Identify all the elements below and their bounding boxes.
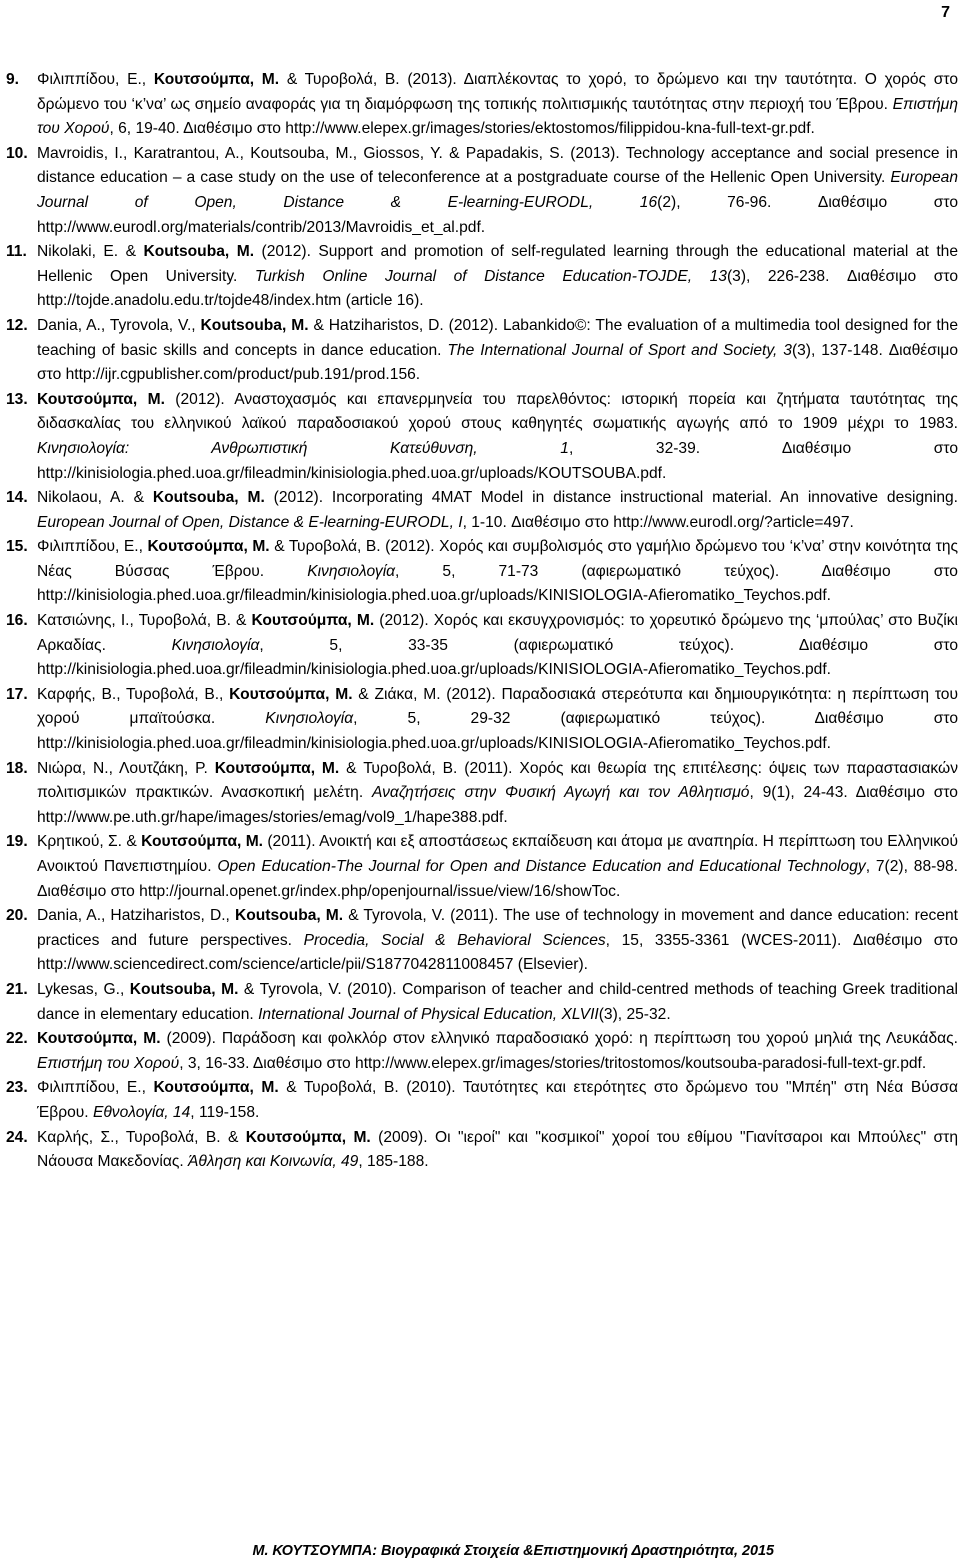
journal-title: Κινησιολογία: Ανθρωπιστική Κατεύθυνση, 1 [37,439,569,457]
reference-text [37,1027,958,1076]
reference-segment: , 1-10. Διαθέσιμο στο http://www.eurodl.org/?article=497. [462,513,854,531]
reference-segment: & Hatziharistos, D. (2012). Labankido©: The evaluation of a multimedia tool designed for the teaching of basic skills and concepts in dance education. [37,316,958,359]
author-highlight: Κουτσούμπα, Μ. [37,1030,161,1048]
reference-text [37,486,958,535]
journal-title: The International Journal of Sport and Society, 3 [447,341,792,359]
reference-segment: Dania, A., Hatziharistos, D., [37,907,235,925]
reference-item [6,1126,958,1175]
reference-text [37,978,958,1027]
journal-title: Κινησιολογία [265,710,354,728]
reference-segment: (2009). Οι "ιεροί" και "κοσμικοί" χοροί του εθίμου "Γιανίτσαροι και Μπούλες" στη Νάουσα Μακεδονίας. [37,1128,958,1171]
reference-text [37,757,958,831]
journal-title: Κινησιολογία [171,636,260,654]
reference-segment: Κρητικού, Σ. & [37,833,142,851]
reference-segment: Nikolaki, E. & [37,243,144,261]
reference-item [6,609,958,683]
reference-segment: Κατσιώνης, Ι., Τυροβολά, Β. & [37,612,252,630]
reference-segment: , 7(2), 88-98. Διαθέσιμο στο http://journal.openet.gr/index.php/openjournal/issue/view/16/showToc. [37,858,959,900]
reference-segment: , 185-188. [358,1153,429,1171]
reference-number: 18. [6,759,28,777]
reference-number: 15. [6,538,28,556]
reference-segment: , 15, 3355-3361 (WCES-2011). Διαθέσιμο στο http://www.sciencedirect.com/science/article/pii/S1877042811008457 (Elsevier). [37,931,958,974]
reference-text [37,314,958,388]
reference-segment: , 5, 29-32 (αφιερωματικό τεύχος). Διαθέσιμο στο http://kinisiologia.phed.uoa.gr/fileadmin/kinisiologia.phed.uoa.gr/uploads/KINISIOLOGIA-Afieromatiko_Teychos.pdf. [37,710,958,753]
reference-segment: , 5, 71-73 (αφιερωματικό τεύχος). Διαθέσιμο στο http://kinisiologia.phed.uoa.gr/fileadmin/kinisiologia.phed.uoa.gr/uploads/KINISIOLOGIA-Afieromatiko_Teychos.pdf. [37,562,958,605]
reference-item [6,904,958,978]
journal-title: Κινησιολογία [307,562,396,580]
author-highlight: Κουτσούμπα, Μ. [141,833,264,851]
journal-title: Άθληση και Κοινωνία, 49 [188,1153,359,1171]
reference-number: 24. [6,1128,28,1146]
author-highlight: Koutsouba, M. [152,489,265,507]
author-highlight: Κουτσούμπα, Μ. [37,390,165,408]
reference-number: 11. [6,243,27,261]
journal-title: European Journal of Open, Distance & E-learning-EURODL, I [37,513,463,531]
reference-number: 9. [6,71,20,88]
reference-text [37,1076,958,1125]
reference-number: 17. [6,685,28,703]
reference-segment: & Tyrovola, V. (2011). The use of technology in movement and dance education: recent practices and future perspectives. [37,907,958,949]
reference-segment: (3), 226-238. Διαθέσιμο στο http://tojde.anadolu.edu.tr/tojde48/index.htm (article 16). [37,267,958,310]
journal-title: Open Education-The Journal for Open and Distance Education and Educational Technology [217,858,866,875]
reference-item [6,830,958,904]
reference-text [37,240,958,314]
reference-segment: (2012). Αναστοχασμός και επανερμηνεία του παρελθόντος: ιστορική πορεία και ζητήματα ταυτότητας της διδασκαλίας του ελληνικού λαϊκού παραδοσιακού χορού στους καθηγητές σωματικής αγωγής από το 1909 μέχρι το 1983. [37,390,958,433]
author-highlight: Κουτσούμπα, Μ. [214,759,340,777]
reference-segment: Φιλιππίδου, Ε., [37,538,148,556]
reference-segment: & Τυροβολά, Β. (2010). Ταυτότητες και ετερότητες στο δρώμενο του "Μπέη" στη Νέα Βύσσα Έβρου. [37,1079,959,1121]
reference-text [37,1126,958,1175]
journal-title: Εθνολογία, 14 [92,1103,191,1121]
reference-item [6,240,958,314]
reference-item [6,535,958,609]
reference-segment: Καρλής, Σ., Τυροβολά, Β. & [37,1128,246,1146]
reference-segment: (3), 25-32. [598,1005,671,1023]
author-highlight: Κουτσούμπα, Μ. [229,685,353,703]
journal-title: European Journal of Open, Distance & E-learning-EURODL, 16 [37,169,958,211]
reference-text [37,142,958,240]
author-highlight: Koutsouba, M. [200,316,309,334]
reference-segment: Νιώρα, Ν., Λουτζάκη, Ρ. [37,759,215,777]
author-highlight: Koutsouba, M. [234,907,344,925]
reference-item [6,978,958,1027]
author-highlight: Koutsouba, M. [143,243,255,261]
journal-title: Procedia, Social & Behavioral Sciences [303,931,606,949]
author-highlight: Κουτσούμπα, Μ. [153,1079,279,1097]
reference-number: 23. [6,1079,28,1097]
reference-item [6,683,958,757]
reference-segment: (2012). Support and promotion of self-regulated learning through the educational material at the Hellenic Open University. [37,243,959,285]
author-highlight: Κουτσούμπα, Μ. [147,538,270,556]
reference-segment: & Tyrovola, V. (2010). Comparison of teacher and child-centred methods of teaching Greek traditional dance in elementary education. [37,980,958,1023]
author-highlight: Κουτσούμπα, Μ. [245,1128,371,1146]
reference-item [6,388,958,486]
reference-item [6,314,958,388]
reference-item [6,142,958,240]
reference-segment: Mavroidis, I., Karatrantou, A., Koutsouba, M., Giossos, Y. & Papadakis, S. (2013). Technology acceptance and social presence in distance education – a case study on the use of teleconference at a postgraduate course of the Hellenic Open University. [37,144,958,187]
reference-segment: Φιλιππίδου, Ε., [37,1079,154,1097]
author-highlight: Koutsouba, M. [129,980,239,998]
reference-item [6,1027,958,1076]
reference-text [37,830,958,904]
reference-item [6,68,958,142]
reference-number: 19. [6,833,28,851]
journal-title: Turkish Online Journal of Distance Education-TOJDE, 13 [254,267,727,285]
reference-segment: & Ζιάκα, Μ. (2012). Παραδοσιακά στερεότυπα και δημιουργικότητα: η περίπτωση του χορού μπαϊτούσκα. [37,685,958,728]
journal-title: Επιστήμη του Χορού [37,95,958,138]
reference-text [37,535,958,609]
reference-segment: (3), 137-148. Διαθέσιμο στο http://ijr.cgpublisher.com/product/pub.191/prod.156. [37,341,958,384]
reference-segment: , 5, 33-35 (αφιερωματικό τεύχος). Διαθέσιμο στο http://kinisiologia.phed.uoa.gr/fileadmin/kinisiologia.phed.uoa.gr/uploads/KINISIOLOGIA-Afieromatiko_Teychos.pdf. [37,636,958,679]
reference-segment: , 32-39. Διαθέσιμο στο http://kinisiologia.phed.uoa.gr/fileadmin/kinisiologia.phed.uoa.gr/uploads/KOUTSOUBA.pdf. [37,439,959,482]
reference-segment: (2012). Incorporating 4MAT Model in distance instructional material. An innovative designing. [264,489,958,507]
reference-text [37,609,958,683]
reference-text [37,904,958,978]
reference-number: 13. [6,390,28,408]
reference-segment: Lykesas, G., [37,980,130,998]
page-number: 7 [941,4,950,21]
reference-segment: , 3, 16-33. Διαθέσιμο στο http://www.elepex.gr/images/stories/tritostomos/koutsouba-paradosi-full-text-gr.pdf. [179,1054,927,1072]
journal-title: Αναζητήσεις στην Φυσική Αγωγή και τον Αθλητισμό [372,784,750,802]
reference-number: 16. [6,612,28,630]
reference-number: 20. [6,907,28,925]
reference-text [37,683,958,757]
reference-segment: (2011). Ανοικτή και εξ αποστάσεως εκπαίδευση και άτομα με αναπηρία. Η περίπτωση του Ελληνικού Ανοικτού Πανεπιστημίου. [37,833,959,875]
reference-text [37,388,958,486]
reference-segment: , 119-158. [190,1103,260,1121]
reference-segment: , 6, 19-40. Διαθέσιμο στο http://www.elepex.gr/images/stories/ektostomos/filippidou-kna-full-text-gr.pdf. [109,120,815,138]
reference-segment: & Τυροβολά, Β. (2011). Χορός και θεωρία της επιτέλεσης: όψεις των παραστασιακών πολιτισμικών πρακτικών. Ανασκοπική μελέτη. [37,759,958,802]
reference-number: 21. [6,980,28,998]
reference-number: 12. [6,316,28,334]
reference-segment: (2009). Παράδοση και φολκλόρ στον ελληνικό παραδοσιακό χορό: η περίπτωση του χορού μηλιά της Λευκάδας. [160,1030,958,1048]
reference-segment: Φιλιππίδου, Ε., [37,71,154,88]
author-highlight: Κουτσούμπα, Μ. [153,71,280,88]
reference-segment: & Τυροβολά, Β. (2012). Χορός και συμβολισμός στο γαμήλιο δρώμενο του ‘κ’να’ στην κοινότητα της Νέας Βύσσας Έβρου. [37,538,959,580]
reference-item [6,1076,958,1125]
reference-segment: (2012). Χορός και εκσυγχρονισμός: το χορευτικό δρώμενο της ‘μπούλας’ στο Βυζίκι Αρκαδίας. [37,612,958,654]
page-footer: Μ. ΚΟΥΤΣΟΥΜΠΑ: Βιογραφικά Στοιχεία &Επιστημονική Δραστηριότητα, 2015 [252,1543,774,1559]
reference-segment: Dania, A., Tyrovola, V., [37,316,201,334]
journal-title: International Journal of Physical Education, XLVII [258,1005,599,1023]
reference-list [6,68,958,1175]
reference-segment: Καρφής, Β., Τυροβολά, Β., [37,685,230,703]
reference-segment: , 9(1), 24-43. Διαθέσιμο στο http://www.pe.uth.gr/hape/images/stories/emag/vol9_1/hape388.pdf. [37,784,958,826]
reference-number: 22. [6,1030,28,1048]
reference-text [37,68,958,142]
journal-title: Επιστήμη του Χορού [37,1054,180,1072]
reference-item [6,757,958,831]
author-highlight: Κουτσούμπα, Μ. [251,612,375,630]
reference-segment: Nikolaou, A. & [37,489,153,507]
reference-number: 14. [6,489,28,507]
reference-number: 10. [6,144,28,162]
reference-segment: & Τυροβολά, Β. (2013). Διαπλέκοντας το χορό, το δρώμενο και την ταυτότητα. Ο χορός στο δρώμενο του ‘κ’να’ ως σημείο αναφοράς για τη διαμόρφωση της τοπικής πολιτισμικής ταυτότητας στην περιοχή του Έβρου. [37,71,959,113]
reference-item [6,486,958,535]
reference-segment: (2), 76-96. Διαθέσιμο στο http://www.eurodl.org/materials/contrib/2013/Mavroidis_et_al.pdf. [37,193,958,236]
